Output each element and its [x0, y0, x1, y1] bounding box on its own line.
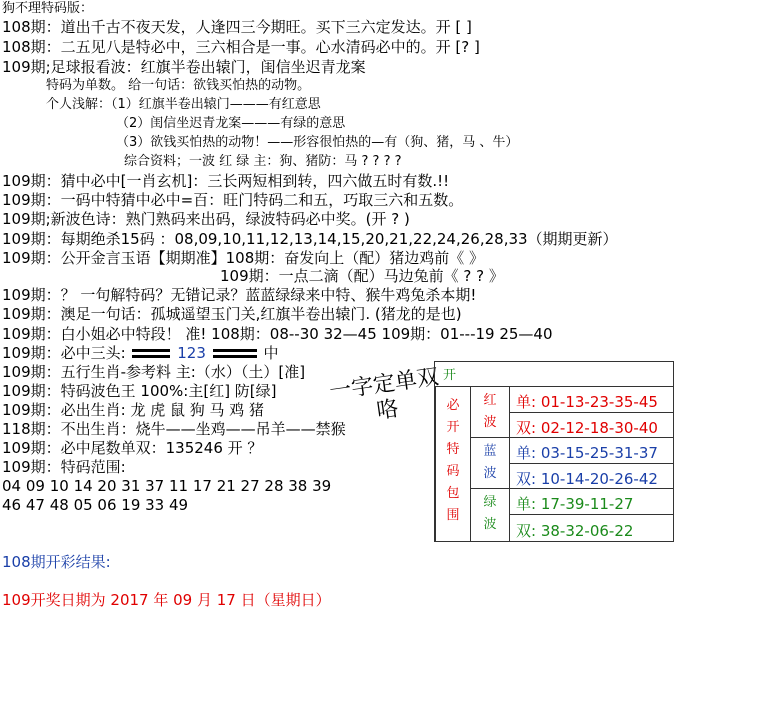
line-golden-words-2: 109期：一点二滴（配）马边兔前《 ? ? 》 — [220, 267, 504, 285]
line-no-zodiac: 118期：不出生肖：烧牛——坐鸡——吊羊——禁猴 — [2, 420, 346, 438]
line-explain-1: 个人浅解：（1）红旗半卷出辕门———有红意思 — [46, 97, 321, 112]
green-double-cell — [509, 514, 674, 542]
line-kill-15: 109期：每期绝杀15码 ：08,09,10,11,12,13,14,15,20,21,22,24,26,28,33（期期更新） — [2, 230, 618, 248]
blue-single-cell — [509, 437, 674, 464]
blue-double: 双: 10-14-20-26-42 — [516, 470, 658, 488]
side-label: 必 开 特 码 包 围 — [446, 398, 460, 523]
line-wave-king: 109期：特码波色王 100%:主[红] 防[绿] — [2, 382, 277, 400]
green-double: 双: 38-32-06-22 — [516, 522, 634, 540]
green-label-cell — [470, 488, 510, 542]
green-label: 绿 波 — [483, 495, 497, 532]
line-five-elements: 109期：五行生肖-参考料 主:（水）（土）[准] — [2, 363, 306, 381]
line-riddle: 特码为单数。 给一句话：欲钱买怕热的动物。 — [46, 78, 311, 93]
line-macau: 109期：澳足一句话：孤城遥望玉门关,红旗半卷出辕门. (猪龙的是也) — [2, 305, 462, 323]
red-label: 红 波 — [483, 393, 497, 430]
green-single: 单: 17-39-11-27 — [516, 495, 634, 513]
green-single-cell — [509, 488, 674, 515]
three-heads-label: 109期：必中三头: — [2, 344, 126, 362]
line-summary: 综合资料；一波 红 绿 主：狗、猪防：马 ? ? ? ? — [124, 154, 402, 169]
line-must-zodiac: 109期：必出生肖: 龙 虎 鼠 狗 马 鸡 猪 — [2, 401, 265, 419]
red-single-cell — [509, 386, 674, 413]
blue-single: 单: 03-15-25-31-37 — [516, 444, 658, 462]
line-range-1: 04 09 10 14 20 31 37 11 17 21 27 28 38 39 — [2, 477, 332, 495]
line-108-a: 108期：道出千古不夜天发，人逢四三今期旺。买下三六定发达。开 [ ] — [2, 18, 472, 36]
red-single: 单: 01-13-23-35-45 — [516, 393, 658, 411]
red-double-cell — [509, 412, 674, 438]
side-label-cell — [435, 386, 471, 542]
line-tail: 109期：必中尾数单双：135246 开 ？ — [2, 439, 263, 457]
line-wave-poem: 109期;新波色诗：熟门熟码来出码，绿波特码必中奖。(开 ? ) — [2, 210, 410, 228]
line-guess: 109期：猜中必中[一肖玄机]：三长两短相到转，四六做五时有数.!! — [2, 172, 450, 190]
line-one-sentence: 109期：？ 一句解特码？无错记录？蓝蓝绿绿来中特、猴牛鸡兔杀本期! — [2, 286, 477, 304]
red-label-cell — [470, 386, 510, 438]
line-explain-2: （2）闺信坐迟青龙案———有绿的意思 — [116, 116, 346, 131]
header-title: 狗不理特码版： — [2, 1, 94, 16]
line-108-b: 108期：二五见八是特必中，三六相合是一事。心水清码必中的。开 [? ] — [2, 38, 480, 56]
line-three-heads — [2, 344, 278, 362]
line-football: 109期;足球报看波：红旗半卷出辕门，闺信坐迟青龙案 — [2, 58, 366, 76]
blue-double-cell — [509, 463, 674, 489]
blue-label: 蓝 波 — [483, 444, 497, 481]
line-explain-3: （3）欲钱买怕热的动物！——形容很怕热的—有（狗、猪，马 、牛） — [116, 135, 519, 150]
red-double: 双: 02-12-18-30-40 — [516, 419, 658, 437]
line-draw-date: 109开奖日期为 2017 年 09 月 17 日（星期日） — [2, 591, 331, 609]
special-code-table — [434, 361, 674, 542]
line-one-code: 109期：一码中特猜中必中=百：旺门特码二和五，巧取三六和五数。 — [2, 191, 464, 209]
three-heads-suffix: 中 — [263, 344, 279, 362]
line-golden-words: 109期：公开金言玉语【期期准】108期：奋发向上（配）猪边鸡前《 》 — [2, 249, 485, 267]
bar-decoration — [213, 349, 257, 358]
bar-decoration — [132, 349, 170, 358]
line-range-2: 46 47 48 05 06 19 33 49 — [2, 496, 189, 514]
three-heads-value: 123 — [177, 344, 206, 362]
line-range-label: 109期：特码范围: — [2, 458, 126, 476]
line-segments: 109期：白小姐必中特段！ 准! 108期：08--30 32—45 109期：01---19 25—40 — [2, 325, 553, 343]
slogan-stamp: 一字定单双咯 — [327, 364, 441, 425]
line-results: 108期开彩结果: — [2, 553, 111, 571]
blue-label-cell — [470, 437, 510, 489]
table-title: 开 — [443, 368, 457, 383]
